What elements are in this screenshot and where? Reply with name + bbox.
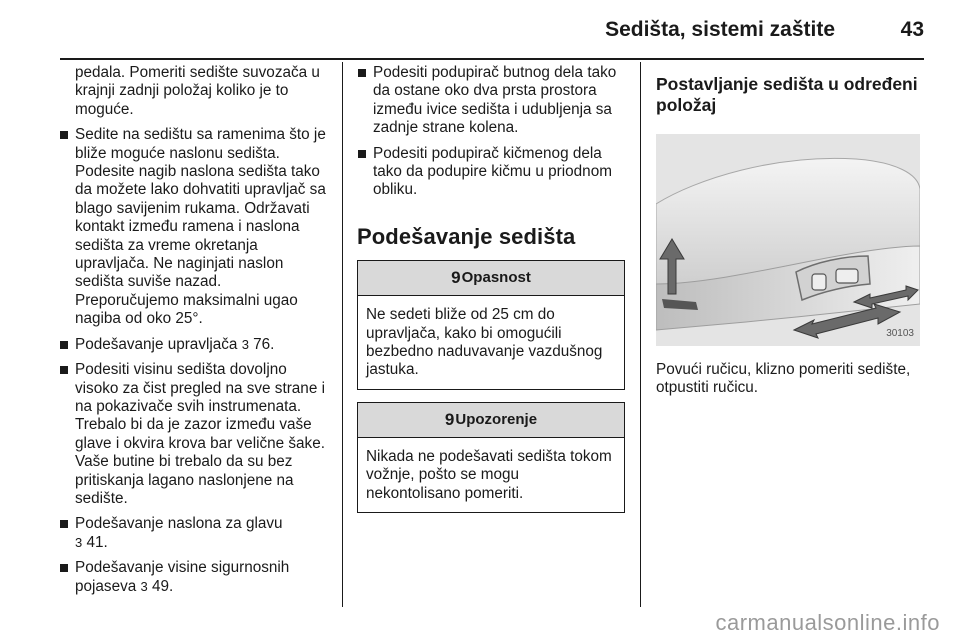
- list-item: Podešavanje visine sigurnosnih pojaseva 3 49.: [59, 559, 327, 596]
- header-rule: [60, 58, 924, 60]
- danger-box-title: Opasnost: [461, 269, 531, 287]
- continuation-text: pedala. Pomeriti sedište suvozača u krajnji zadnji položaj koliko je to moguće.: [75, 64, 320, 118]
- seat-adjustment-figure: [656, 134, 920, 346]
- column-divider-right: [640, 62, 641, 607]
- page-reference[interactable]: 41.: [86, 533, 108, 551]
- warning-triangle-icon: 9: [451, 268, 461, 288]
- watermark: carmanualsonline.info: [715, 610, 940, 635]
- warning-box-body: Nikada ne podešavati sedišta tokom vožnje, pošto se mogu nekontolisano pomeriti.: [366, 447, 612, 502]
- bullet-list-1: [59, 126, 327, 596]
- seat-switch-right: [836, 269, 858, 283]
- column-2: [357, 64, 625, 513]
- column-1: [59, 64, 327, 596]
- list-item: Podesiti podupirač kičmenog dela tako da podupire kičmu u priodnom obliku.: [357, 145, 625, 200]
- xref-arrow-icon: 3: [241, 336, 249, 352]
- warning-box-header: [358, 403, 624, 438]
- page-reference[interactable]: 76.: [253, 335, 275, 353]
- column-divider-left: [342, 62, 343, 607]
- page-number: 43: [900, 18, 924, 41]
- page-reference[interactable]: 49.: [151, 577, 174, 595]
- warning-triangle-icon: 9: [444, 409, 455, 429]
- warning-box-title: Upozorenje: [455, 410, 538, 428]
- section-heading: Podešavanje sedišta: [357, 223, 576, 249]
- list-item: Podešavanje upravljača 3 76.: [59, 336, 327, 354]
- danger-box-body: Ne sedeti bliže od 25 cm do upravljača, kako bi omogućili bezbedno naduvavanje vazdušnog jastuka.: [366, 306, 603, 379]
- list-item: Podesiti visinu sedišta dovoljno visoko za čist pregled na sve strane i na pokazivače svih instrumenata. Trebalo bi da je zazor između vaše glave i okvira krova bar velične šake. Vaše butine bi trebalo da su bez pritiskanja lagano naslonjene na sedište.: [59, 361, 327, 508]
- bullet-list-2: [357, 64, 625, 200]
- danger-box-header: [358, 261, 624, 296]
- list-item: Podesiti podupirač butnog dela tako da ostane oko dva prsta prostora između ivice sedišta i udubljenja sa zadnje strane kolena.: [357, 64, 625, 138]
- list-item: Podešavanje naslona za glavu 3 41.: [59, 515, 327, 552]
- warning-box: [357, 402, 625, 513]
- figure-caption: Povući ručicu, klizno pomeriti sedište, otpustiti ručicu.: [656, 361, 911, 397]
- seat-switch-left: [812, 274, 826, 290]
- danger-box: [357, 260, 625, 390]
- xref-arrow-icon: 3: [140, 578, 148, 594]
- column-3: [656, 64, 924, 398]
- subheading: Postavljanje sedišta u određeni položaj: [656, 74, 918, 115]
- list-item: Sedite na sedištu sa ramenima što je bliže moguće naslonu sedišta. Podesite nagib naslona sedišta tako da možete lako dohvatiti upravljač sa blago savijenim rukama. Održavati kontakt između ramena i naslona sedišta za vreme okretanja upravljača. Ne naginjati naslon sedišta suviše nazad. Preporučujemo maksimalni ugao nagiba od oko 25°.: [59, 126, 327, 328]
- xref-arrow-icon: 3: [75, 534, 83, 550]
- header-title: Sedišta, sistemi zaštite: [605, 18, 835, 41]
- seat-illustration: [656, 134, 920, 346]
- figure-code: 30103: [886, 327, 914, 339]
